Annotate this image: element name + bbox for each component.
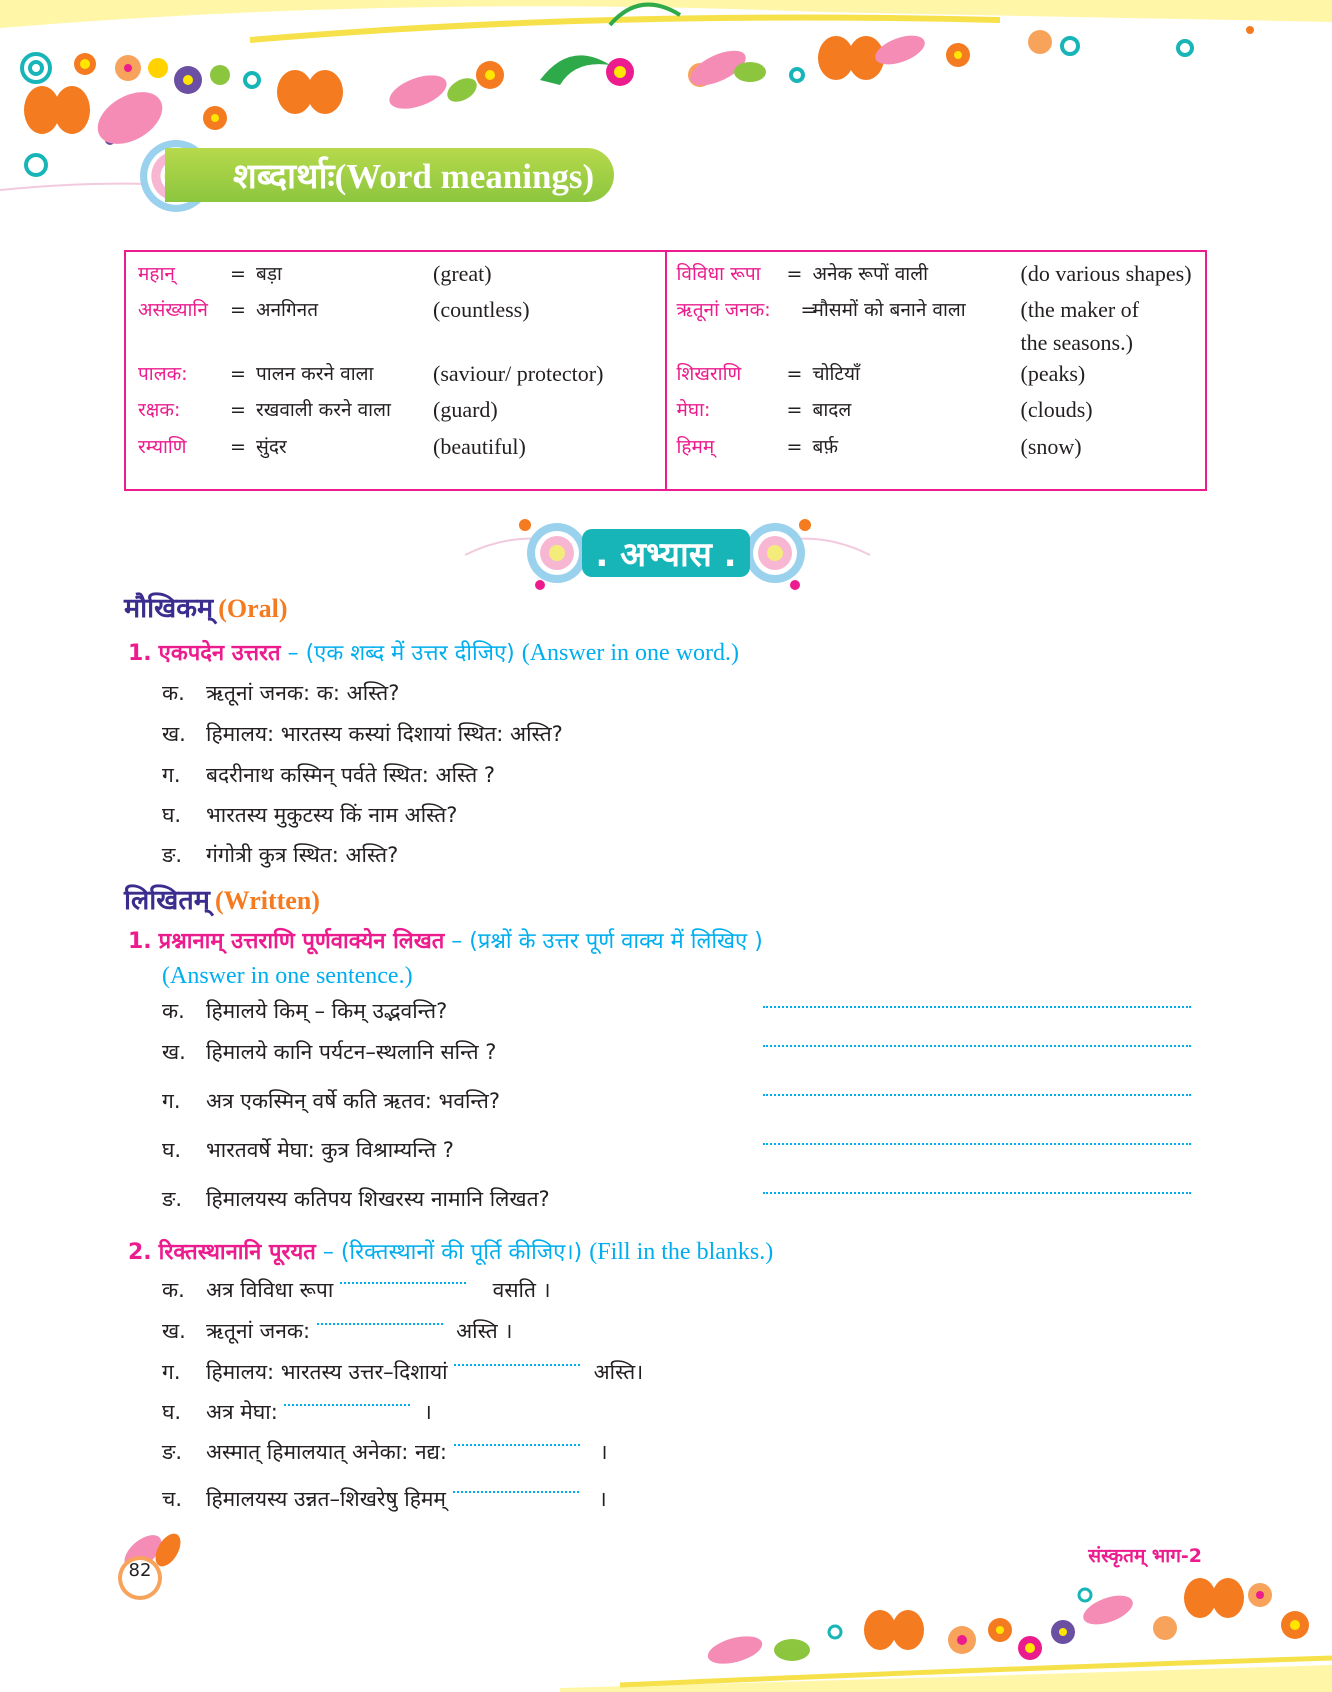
glossary-hindi: चोटियाँ: [812, 363, 860, 385]
item-text-after: ।: [599, 1440, 608, 1464]
item-text-before: हिमालय: भारतस्य उत्तर–दिशायां: [206, 1360, 448, 1384]
item-label: घ.: [162, 1400, 182, 1424]
item-text: हिमालये किम् – किम् उद्भवन्ति?: [206, 999, 448, 1023]
item-text-after: अस्ति ।: [456, 1319, 513, 1343]
question-number: 1.: [128, 641, 152, 666]
glossary-english: (countless): [433, 297, 530, 322]
question-instruction: – (एक शब्द में उत्तर दीजिए): [287, 641, 515, 666]
glossary-english: (peaks): [1020, 361, 1086, 386]
question-heading: एकपदेन उत्तरत: [158, 641, 281, 666]
glossary-hindi: पालन करने वाला: [256, 363, 374, 385]
glossary-word: रक्षक:: [138, 399, 181, 421]
item-text-after: अस्ति।: [593, 1360, 644, 1384]
oral-question-item: [162, 720, 563, 748]
question-number: 2.: [128, 1240, 152, 1265]
glossary-word: विविधा रूपा: [676, 263, 761, 285]
written-title-hindi: लिखितम्: [124, 885, 210, 916]
item-text: ऋतूनां जनक: क: अस्ति?: [206, 681, 400, 705]
item-label: घ.: [162, 1138, 182, 1162]
question-instruction-english: (Answer in one sentence.): [162, 963, 413, 989]
answer-line[interactable]: [763, 1045, 1191, 1047]
glossary-right-column: [667, 252, 1206, 489]
item-text-before: ऋतूनां जनक:: [206, 1319, 311, 1343]
word-meanings-title: शब्दार्थाः(Word meanings): [233, 156, 595, 196]
blank-line[interactable]: [454, 1364, 580, 1366]
bottom-decoration: [560, 1570, 1332, 1692]
item-label: ख.: [162, 722, 186, 746]
blank-line[interactable]: [453, 1491, 579, 1493]
fill-blank-item: [162, 1438, 608, 1466]
page-number: 82: [128, 1560, 152, 1581]
blank-line[interactable]: [340, 1282, 466, 1284]
oral-question-item: [162, 679, 399, 707]
glossary-equals: =: [786, 399, 803, 421]
item-text-before: अत्र मेघा:: [206, 1400, 278, 1424]
item-text-before: अत्र विविधा रूपा: [206, 1278, 334, 1302]
written-title-english: (Written): [215, 886, 320, 915]
item-text: हिमालयस्य कतिपय शिखरस्य नामानि लिखत?: [206, 1187, 550, 1211]
item-text: भारतस्य मुकुटस्य किं नाम अस्ति?: [206, 803, 458, 827]
glossary-word: शिखराणि: [676, 363, 742, 385]
item-text: बदरीनाथ कस्मिन् पर्वते स्थित: अस्ति ?: [206, 763, 496, 787]
item-label: ग.: [162, 1360, 181, 1384]
glossary-left-column: [126, 252, 667, 489]
glossary-english: (guard): [433, 397, 498, 422]
glossary-equals: =: [230, 363, 246, 385]
glossary-hindi: बड़ा: [256, 263, 282, 285]
question-instruction-english: (Answer in one word.): [521, 640, 740, 666]
oral-question-1-heading: [128, 637, 739, 667]
fill-blank-item: [162, 1276, 551, 1304]
item-text-after: ।: [598, 1487, 607, 1511]
glossary-equals: =: [786, 436, 803, 458]
question-instruction: – (प्रश्नों के उत्तर पूर्ण वाक्य में लिखिए ): [451, 929, 763, 954]
item-text-before: अस्मात् हिमालयात् अनेका: नद्य:: [206, 1440, 447, 1464]
exercise-title: . अभ्यास .: [595, 535, 737, 575]
glossary-equals: =: [786, 363, 803, 385]
item-label: घ.: [162, 803, 182, 827]
glossary-word: रम्याणि: [138, 436, 187, 458]
blank-line[interactable]: [317, 1323, 443, 1325]
glossary-word: असंख्यानि: [138, 299, 208, 321]
exercise-title-pill: [582, 529, 750, 577]
question-heading: रिक्तस्थानानि पूरयत: [158, 1240, 316, 1265]
item-text: हिमालये कानि पर्यटन–स्थलानि सन्ति ?: [206, 1040, 497, 1064]
item-label: ख.: [162, 1319, 186, 1343]
word-meanings-banner: [165, 148, 614, 202]
glossary-english: (snow): [1020, 434, 1082, 459]
item-label: ग.: [162, 1089, 181, 1113]
glossary-hindi: रखवाली करने वाला: [256, 399, 391, 421]
blank-line[interactable]: [454, 1444, 580, 1446]
glossary-english-continued: the seasons.): [1020, 330, 1133, 355]
written-question-item: [162, 1038, 496, 1066]
item-label: ङ.: [162, 1440, 183, 1464]
glossary-english: (the maker of: [1020, 297, 1139, 322]
fill-blank-item: [162, 1398, 432, 1426]
question-instruction-english: (Fill in the blanks.): [589, 1239, 774, 1265]
answer-line[interactable]: [763, 1192, 1191, 1194]
question-number: 1.: [128, 929, 152, 954]
fill-blank-item: [162, 1317, 512, 1345]
oral-title-hindi: मौखिकम्: [124, 593, 214, 624]
answer-line[interactable]: [763, 1143, 1191, 1145]
item-label: क.: [162, 1278, 185, 1302]
item-text: अत्र एकस्मिन् वर्षे कति ऋतव: भवन्ति?: [206, 1089, 501, 1113]
glossary-english: (beautiful): [433, 434, 526, 459]
glossary-hindi: मौसमों को बनाने वाला: [812, 299, 966, 321]
glossary-equals: =: [786, 263, 803, 285]
question-heading: प्रश्नानाम् उत्तराणि पूर्णवाक्येन लिखत: [158, 929, 445, 954]
blank-line[interactable]: [284, 1404, 410, 1406]
written-question-2-heading: [128, 1236, 773, 1266]
book-title: संस्कृतम् भाग-2: [1088, 1545, 1202, 1567]
glossary-equals: =: [800, 299, 817, 321]
oral-question-item: [162, 841, 398, 869]
written-section-title: [124, 880, 320, 917]
item-text-after: ।: [423, 1400, 432, 1424]
written-question-item: [162, 997, 447, 1025]
item-label: ङ.: [162, 843, 183, 867]
answer-line[interactable]: [763, 1006, 1191, 1008]
answer-line[interactable]: [763, 1094, 1191, 1096]
glossary-hindi: अनगिनत: [256, 299, 319, 321]
glossary-equals: =: [230, 399, 246, 421]
oral-question-item: [162, 761, 495, 789]
glossary-english: (clouds): [1020, 397, 1093, 422]
glossary-word: हिमम्: [676, 436, 715, 458]
fill-blank-item: [162, 1485, 607, 1513]
glossary-equals: =: [230, 263, 246, 285]
item-text: भारतवर्षे मेघा: कुत्र विश्राम्यन्ति ?: [206, 1138, 454, 1162]
glossary-english: (great): [433, 261, 492, 286]
item-label: क.: [162, 681, 185, 705]
glossary-word: पालक:: [138, 363, 188, 385]
glossary-english: (do various shapes): [1020, 261, 1192, 286]
glossary-english: (saviour/ protector): [433, 361, 604, 386]
glossary-hindi: बादल: [812, 399, 852, 421]
glossary-hindi: बर्फ़: [812, 436, 838, 458]
glossary-hindi: सुंदर: [256, 436, 287, 458]
item-label: ङ.: [162, 1187, 183, 1211]
glossary-hindi: अनेक रूपों वाली: [812, 263, 928, 285]
item-text: गंगोत्री कुत्र स्थित: अस्ति?: [206, 843, 399, 867]
oral-title-english: (Oral): [218, 594, 288, 623]
item-label: च.: [162, 1487, 183, 1511]
item-label: ख.: [162, 1040, 186, 1064]
glossary-word: महान्: [138, 263, 175, 285]
glossary-equals: =: [230, 436, 246, 458]
item-label: क.: [162, 999, 185, 1023]
glossary-table: [124, 250, 1207, 491]
oral-question-item: [162, 801, 457, 829]
glossary-word: ऋतूनां जनक:: [676, 299, 771, 321]
written-question-item: [162, 1185, 550, 1213]
written-question-item: [162, 1136, 454, 1164]
item-text-before: हिमालयस्य उन्नत–शिखरेषु हिमम्: [206, 1487, 446, 1511]
item-text: हिमालय: भारतस्य कस्यां दिशायां स्थित: अस्ति?: [206, 722, 563, 746]
item-text-after: वसति ।: [492, 1278, 551, 1302]
fill-blank-item: [162, 1358, 643, 1386]
oral-section-title: [124, 588, 288, 625]
glossary-equals: =: [230, 299, 246, 321]
item-label: ग.: [162, 763, 181, 787]
glossary-word: मेघा:: [676, 399, 711, 421]
exercise-heading: [445, 505, 890, 597]
written-question-1-heading: [128, 925, 763, 955]
written-question-item: [162, 1087, 500, 1115]
question-instruction: – (रिक्तस्थानों की पूर्ति कीजिए।): [322, 1240, 583, 1265]
